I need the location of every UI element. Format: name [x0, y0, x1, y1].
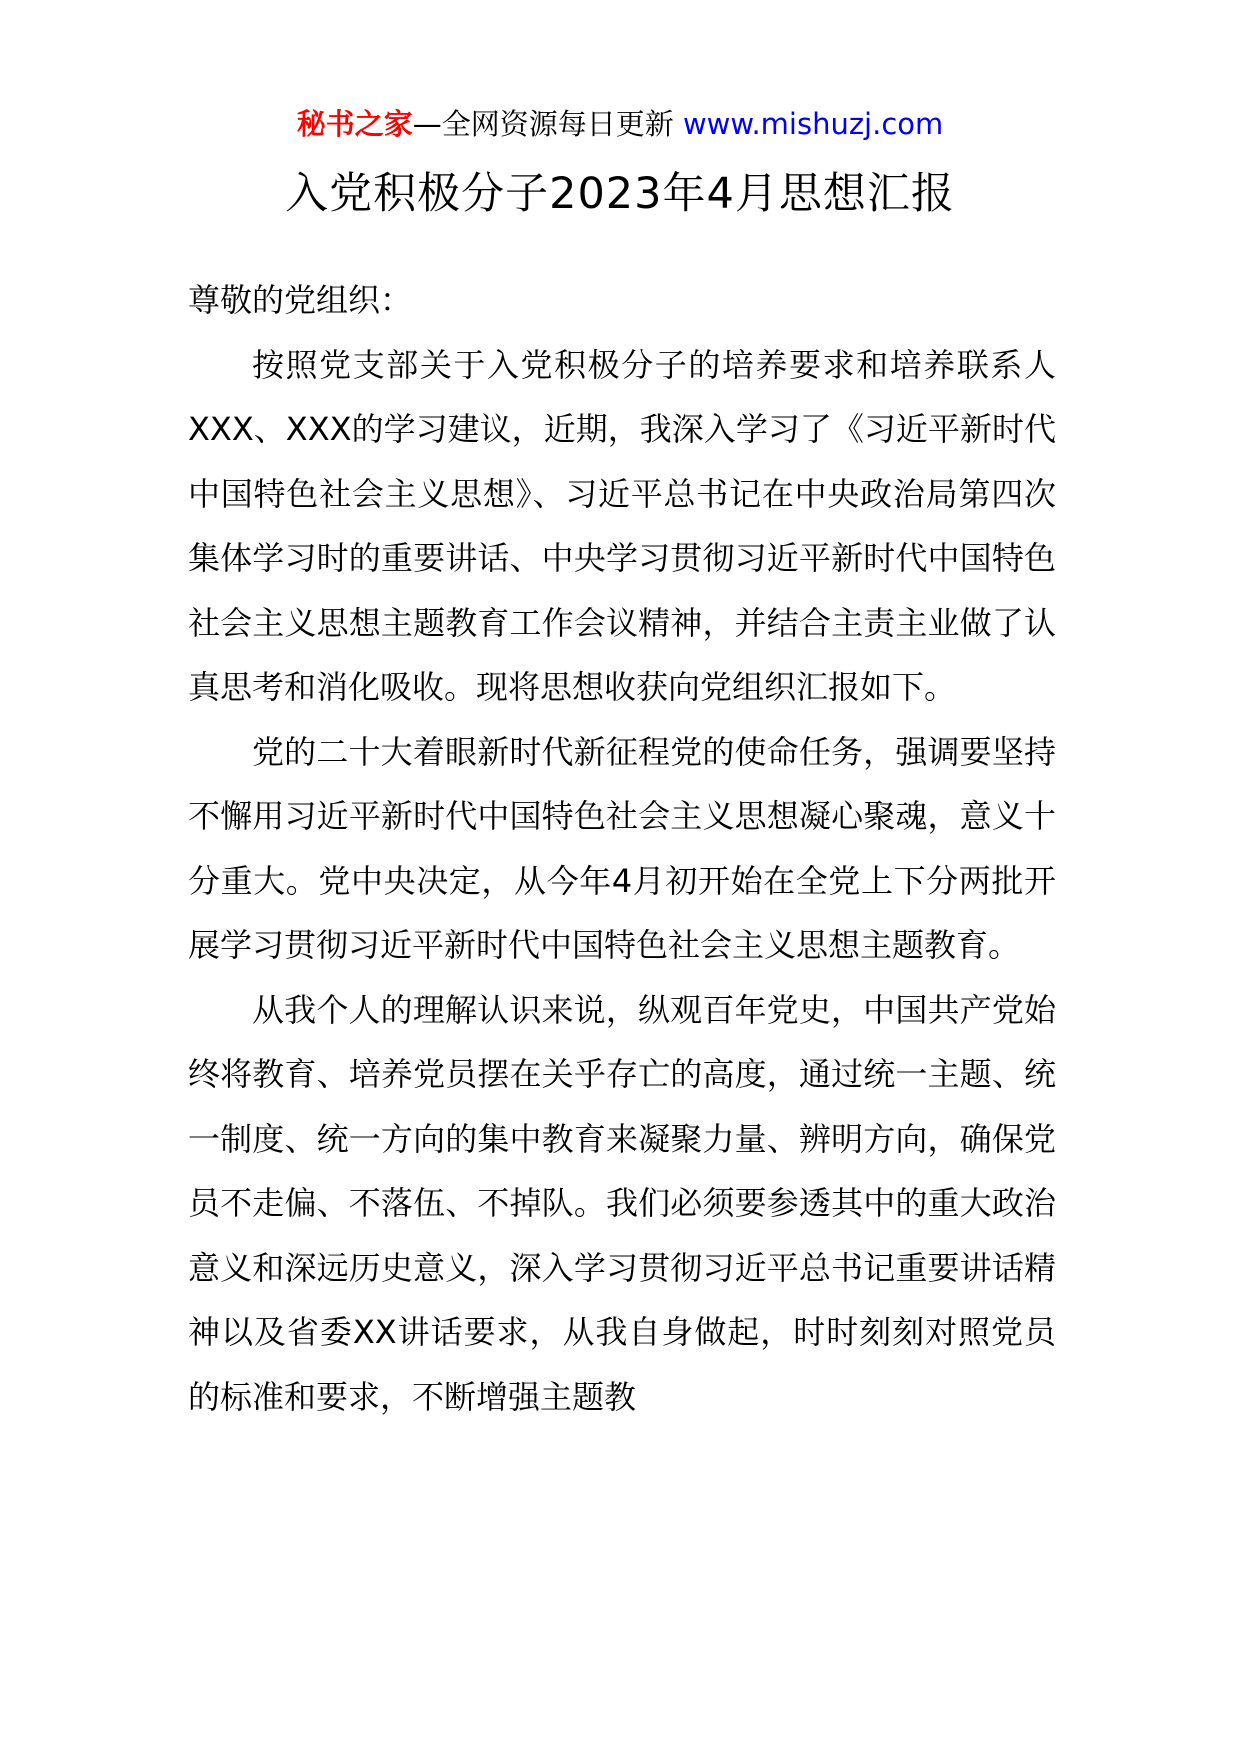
paragraph-3: 从我个人的理解认识来说，纵观百年党史，中国共产党始终将教育、培养党员摆在关乎存亡的高度，通过统一主题、统一制度、统一方向的集中教育来凝聚力量、辨明方向，确保党员不走偏、不落伍、不掉队。我们必须要参透其中的重大政治意义和深远历史意义，深入学习贯彻习近平总书记重要讲话精神以及省委XX讲话要求，从我自身做起，时时刻刻对照党员的标准和要求，不断增强主题教 [188, 990, 1056, 1416]
document-title: 入党积极分子2023年4月思想汇报 [285, 169, 955, 219]
site-url-link[interactable]: www.mishuzj.com [682, 107, 944, 141]
paragraph-2: 党的二十大着眼新时代新征程党的使命任务，强调要坚持不懈用习近平新时代中国特色社会主义思想凝心聚魂，意义十分重大。党中央决定，从今年4月初开始在全党上下分两批开展学习贯彻习近平新时代中国特色社会主义思想主题教育。 [188, 732, 1056, 964]
site-header [0, 104, 1240, 144]
site-tagline: —全网资源每日更新 [412, 107, 683, 141]
document-body [188, 268, 1056, 1429]
salutation: 尊敬的党组织： [188, 281, 413, 319]
site-name: 秘书之家 [296, 107, 413, 141]
paragraph-1: 按照党支部关于入党积极分子的培养要求和培养联系人XXX、XXX的学习建议，近期，我深入学习了《习近平新时代中国特色社会主义思想》、习近平总书记在中央政治局第四次集体学习时的重要讲话、中央学习贯彻习近平新时代中国特色社会主义思想主题教育工作会议精神，并结合主责主业做了认真思考和消化吸收。现将思想收获向党组织汇报如下。 [188, 345, 1056, 706]
